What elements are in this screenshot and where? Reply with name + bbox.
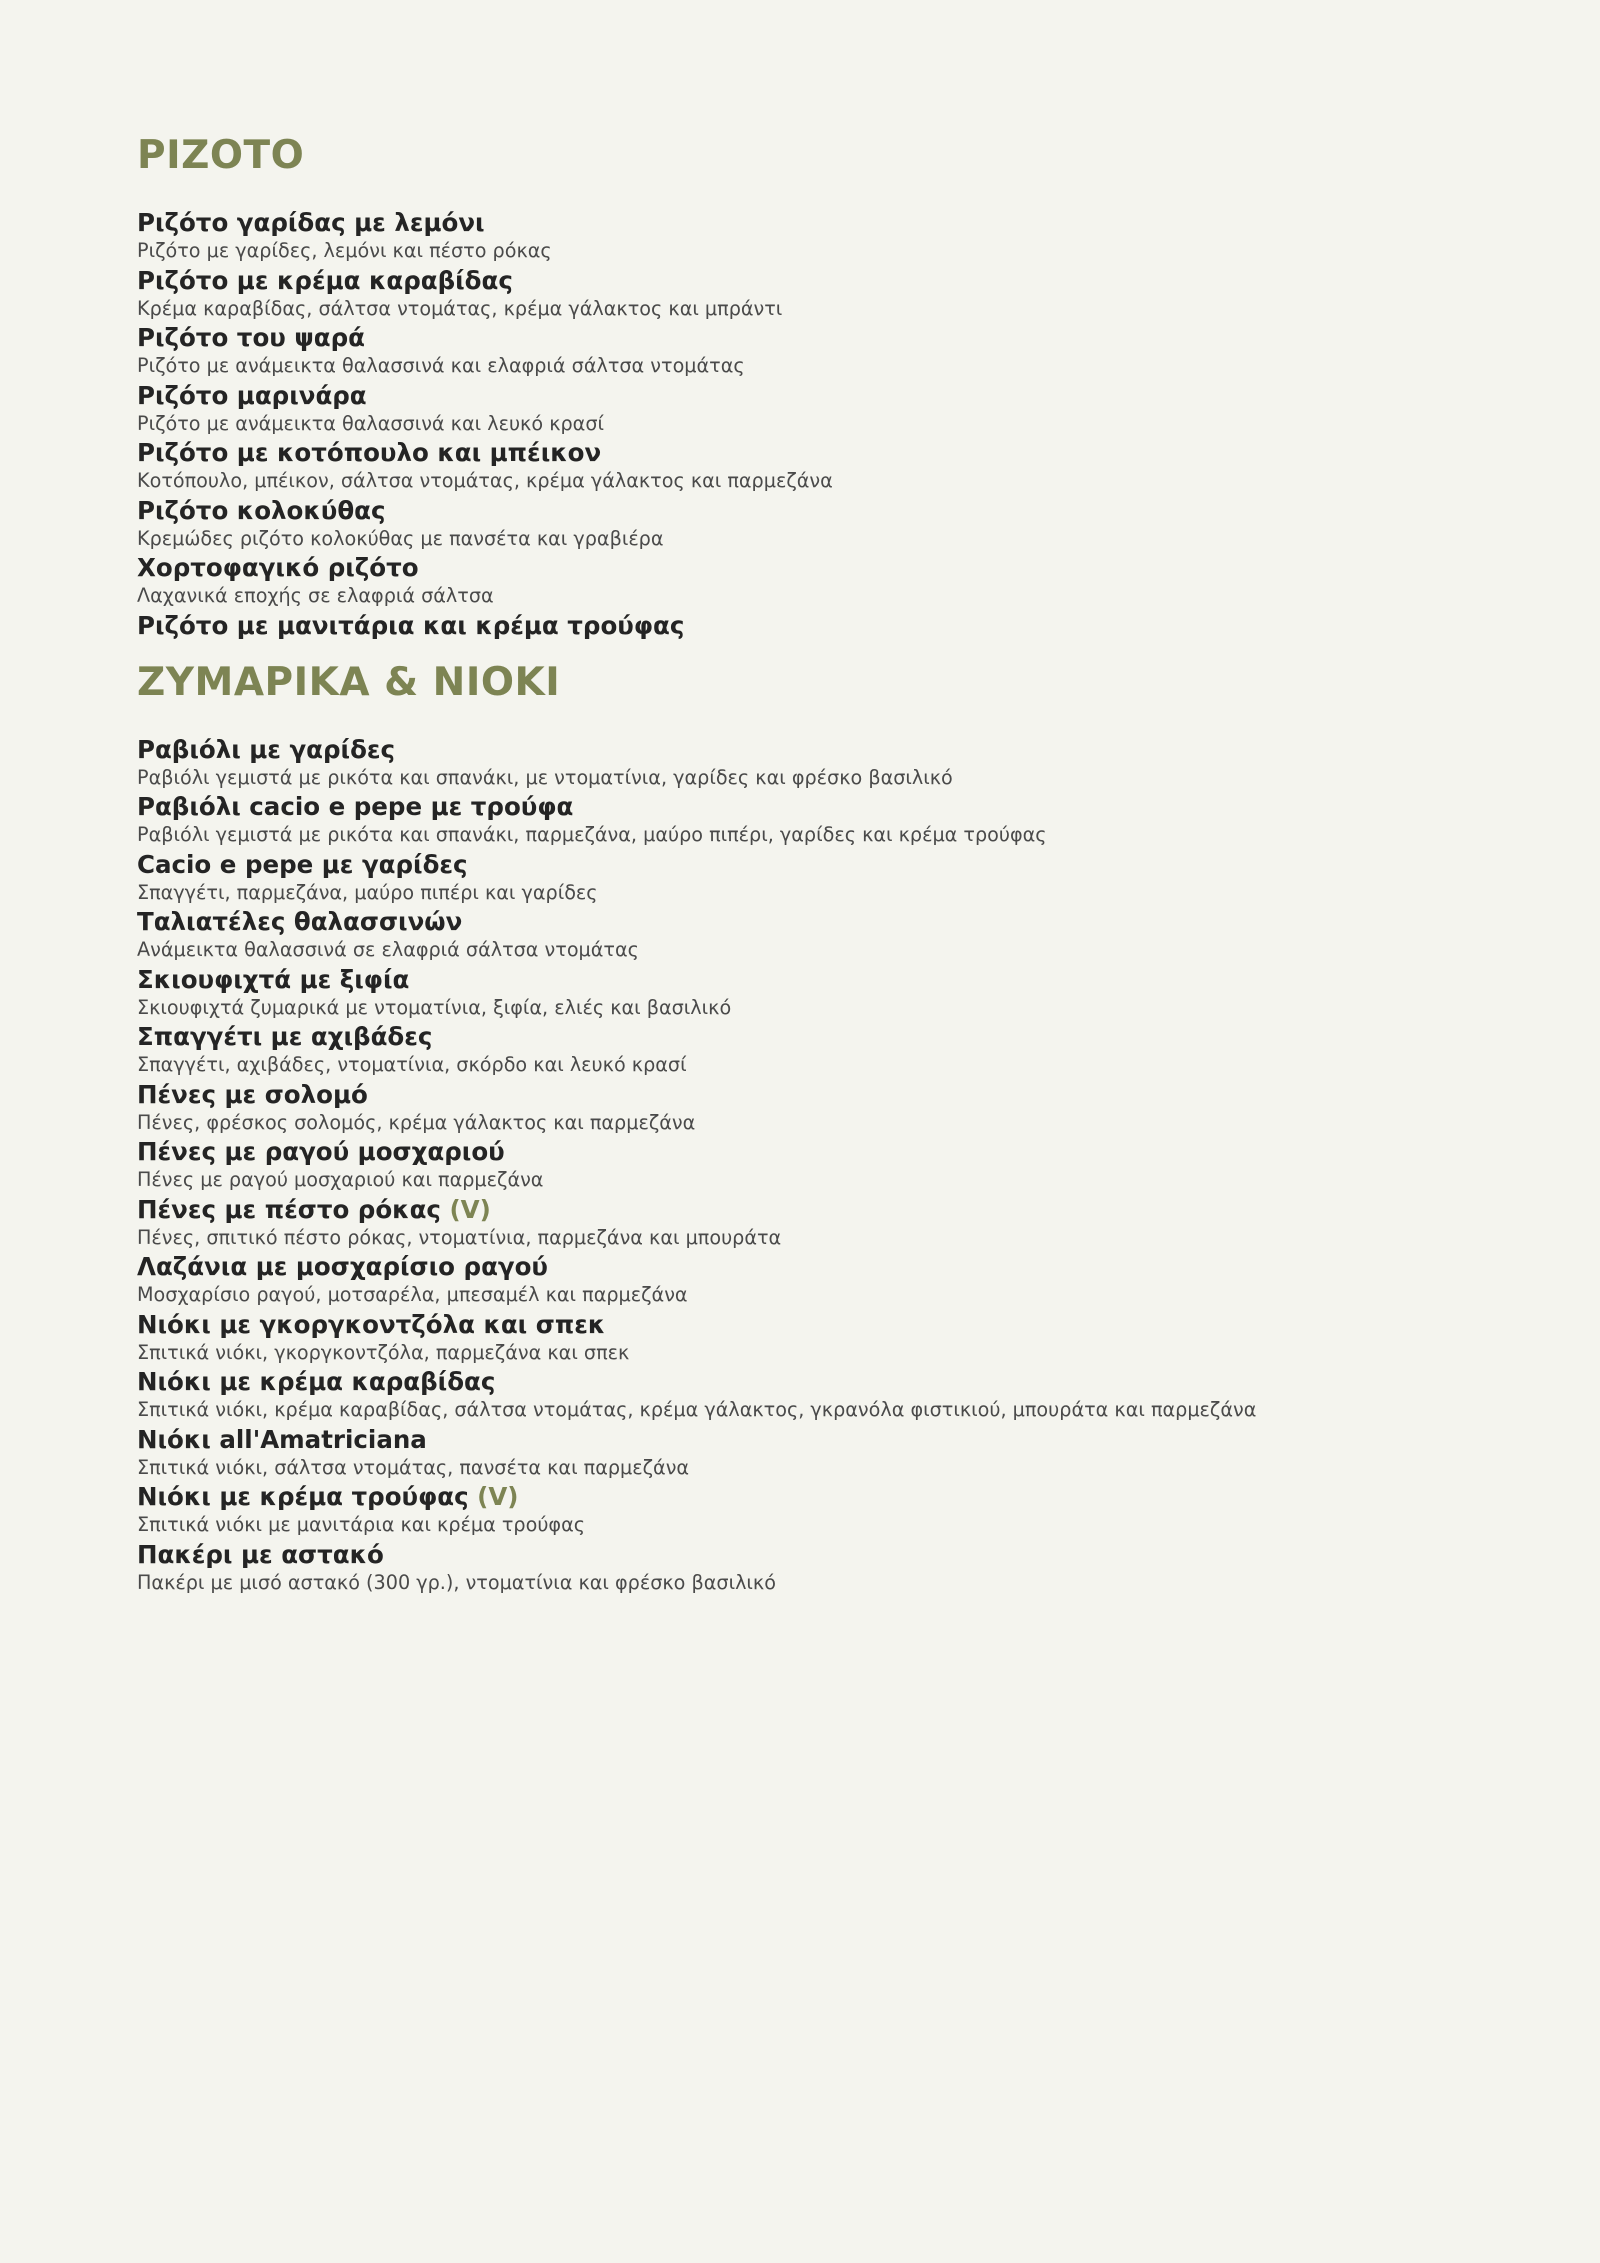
menu-item xyxy=(137,495,1537,553)
item-name: Πένες με ραγού μοσχαριού xyxy=(137,1137,505,1166)
item-name: Ραβιόλι cacio e pepe με τρούφα xyxy=(137,792,574,821)
vegetarian-tag: (V) xyxy=(449,1194,491,1224)
item-name: Νιόκι με γκοργκοντζόλα και σπεκ xyxy=(137,1309,606,1339)
item-description: Σπιτικά νιόκι με μανιτάρια και κρέμα τρούφας xyxy=(137,1513,585,1536)
item-name: Ραβιόλι με γαρίδες xyxy=(137,734,396,764)
menu-item xyxy=(137,610,1537,641)
item-name: Ριζότο με μανιτάρια και κρέμα τρούφας xyxy=(137,610,685,640)
item-description: Πένες, φρέσκος σολομός, κρέμα γάλακτος και παρμεζάνα xyxy=(137,1110,696,1134)
menu-item xyxy=(137,791,1537,849)
item-name: Πακέρι με αστακό xyxy=(137,1539,384,1569)
menu-item xyxy=(137,265,1537,323)
menu-item xyxy=(137,1309,1537,1367)
item-description: Κοτόπουλο, μπέικον, σάλτσα ντομάτας, κρέμα γάλακτος και παρμεζάνα xyxy=(137,469,833,492)
item-description: Ραβιόλι γεμιστά με ρικότα και σπανάκι, με ντοματίνια, γαρίδες και φρέσκο βασιλικό xyxy=(137,765,953,789)
item-name: Σκιουφιχτά με ξιφία xyxy=(137,964,410,994)
menu-item xyxy=(137,1079,1537,1137)
menu-item xyxy=(137,322,1537,380)
item-name: Cacio e pepe με γαρίδες xyxy=(137,849,468,879)
item-description: Πένες με ραγού μοσχαριού και παρμεζάνα xyxy=(137,1168,544,1191)
item-description: Σπιτικά νιόκι, σάλτσα ντομάτας, πανσέτα και παρμεζάνα xyxy=(137,1455,690,1479)
item-name: Νιόκι με κρέμα καραβίδας xyxy=(137,1367,496,1396)
item-description: Σπαγγέτι, παρμεζάνα, μαύρο πιπέρι και γαρίδες xyxy=(137,880,598,904)
item-name: Χορτοφαγικό ριζότο xyxy=(137,553,419,582)
menu-item xyxy=(137,552,1537,610)
menu-item xyxy=(137,1481,1537,1539)
item-name: Ριζότο μαρινάρα xyxy=(137,380,367,410)
item-description: Κρεμώδες ριζότο κολοκύθας με πανσέτα και γραβιέρα xyxy=(137,526,664,550)
item-name-row xyxy=(137,1194,1537,1225)
menu-item xyxy=(137,1021,1537,1079)
item-name: Σπαγγέτι με αχιβάδες xyxy=(137,1022,433,1051)
menu-item xyxy=(137,207,1537,265)
item-name: Ριζότο του ψαρά xyxy=(137,323,366,352)
item-name: Λαζάνια με μοσχαρίσιο ραγού xyxy=(137,1252,548,1281)
menu-item xyxy=(137,734,1537,792)
item-name: Ριζότο γαρίδας με λεμόνι xyxy=(137,208,485,237)
menu-item xyxy=(137,380,1537,438)
menu-item xyxy=(137,849,1537,907)
item-description: Μοσχαρίσιο ραγού, μοτσαρέλα, μπεσαμέλ και παρμεζάνα xyxy=(137,1283,688,1306)
item-name-row xyxy=(137,1481,1537,1512)
item-description: Ριζότο με γαρίδες, λεμόνι και πέστο ρόκας xyxy=(137,239,552,262)
section-risotto xyxy=(137,133,1537,641)
item-description: Ριζότο με ανάμεικτα θαλασσινά και λευκό κρασί xyxy=(137,411,604,435)
item-description: Πένες, σπιτικό πέστο ρόκας, ντοματίνια, παρμεζάνα και μπουράτα xyxy=(137,1225,782,1249)
menu-item xyxy=(137,1366,1537,1424)
item-description: Πακέρι με μισό αστακό (300 γρ.), ντοματίνια και φρέσκο βασιλικό xyxy=(137,1570,776,1594)
menu-item xyxy=(137,1194,1537,1252)
menu-item xyxy=(137,964,1537,1022)
item-description: Σκιουφιχτά ζυμαρικά με ντοματίνια, ξιφία, ελιές και βασιλικό xyxy=(137,995,732,1019)
menu-item xyxy=(137,1539,1537,1597)
item-name: Ριζότο με κρέμα καραβίδας xyxy=(137,265,513,295)
item-description: Ραβιόλι γεμιστά με ρικότα και σπανάκι, παρμεζάνα, μαύρο πιπέρι, γαρίδες και κρέμα τρούφας xyxy=(137,823,1047,846)
section-pasta-gnocchi xyxy=(137,660,1537,1597)
item-description: Σπιτικά νιόκι, γκοργκοντζόλα, παρμεζάνα και σπεκ xyxy=(137,1340,630,1364)
vegetarian-tag: (V) xyxy=(477,1482,519,1511)
item-name: Ταλιατέλες θαλασσινών xyxy=(137,907,463,936)
menu-page xyxy=(137,133,1537,1596)
item-description: Σπαγγέτι, αχιβάδες, ντοματίνια, σκόρδο και λευκό κρασί xyxy=(137,1053,687,1076)
menu-item xyxy=(137,1251,1537,1309)
section-title: ΡΙΖΟΤΟ xyxy=(137,133,305,178)
item-description: Κρέμα καραβίδας, σάλτσα ντομάτας, κρέμα γάλακτος και μπράντι xyxy=(137,296,783,320)
menu-item xyxy=(137,437,1537,495)
menu-item xyxy=(137,1424,1537,1482)
item-name: Νιόκι με κρέμα τρούφας xyxy=(137,1482,469,1511)
menu-item xyxy=(137,906,1537,964)
item-description: Σπιτικά νιόκι, κρέμα καραβίδας, σάλτσα ντομάτας, κρέμα γάλακτος, γκρανόλα φιστικιού, μπουράτα και παρμεζάνα xyxy=(137,1398,1257,1421)
item-description: Ριζότο με ανάμεικτα θαλασσινά και ελαφριά σάλτσα ντομάτας xyxy=(137,354,745,377)
section-title: ΖΥΜΑΡΙΚΑ & ΝΙΟΚΙ xyxy=(137,659,561,705)
item-description: Λαχανικά εποχής σε ελαφριά σάλτσα xyxy=(137,584,494,607)
menu-item xyxy=(137,1136,1537,1194)
item-name: Ριζότο κολοκύθας xyxy=(137,495,386,525)
item-description: Ανάμεικτα θαλασσινά σε ελαφριά σάλτσα ντομάτας xyxy=(137,938,639,961)
item-name: Νιόκι all'Amatriciana xyxy=(137,1424,427,1454)
item-name: Ριζότο με κοτόπουλο και μπέικον xyxy=(137,438,602,467)
item-name: Πένες με πέστο ρόκας xyxy=(137,1194,441,1224)
item-name: Πένες με σολομό xyxy=(137,1079,368,1109)
